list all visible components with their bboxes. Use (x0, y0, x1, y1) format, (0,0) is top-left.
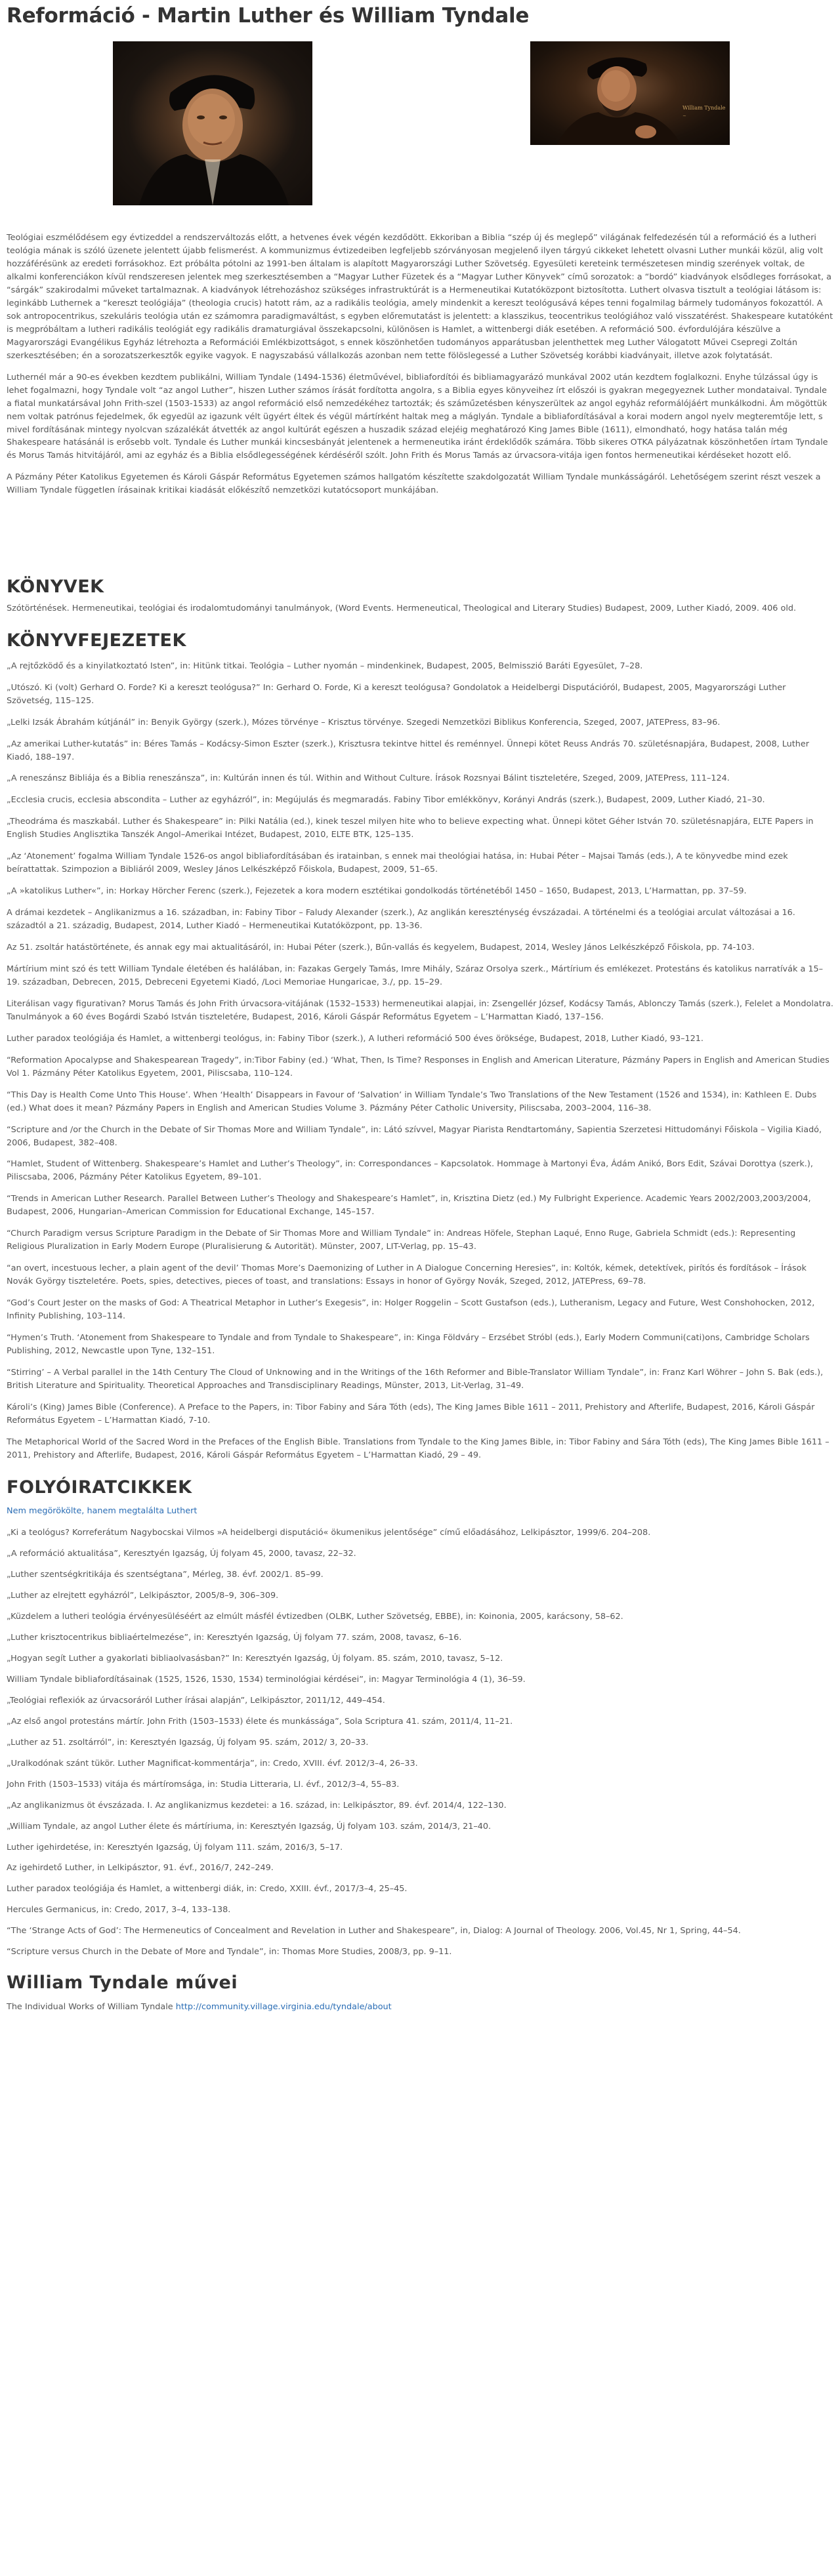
journals-list (7, 1526, 833, 1959)
tyndale-caption: William Tyndale (682, 105, 726, 112)
journal-entry: William Tyndale bibliafordításainak (1525, 1526, 1530, 1534) terminológiai kérdései”, in: Magyar Terminológia 4 (1), 36–59. (7, 1674, 526, 1685)
chapter-entry: Károli’s (King) James Bible (Conference). A Preface to the Papers, in: Tibor Fabiny and Sára Tóth (eds), The King James Bible 1611 – 2011, Prehistory and Afterlife, Budapest, 2016, Károli Gáspár Református Egyetem – L’Harmattan Kiadó, 7-10. (7, 1402, 815, 1425)
chapter-entry: „Utószó. Ki (volt) Gerhard O. Forde? Ki a kereszt teológusa?” In: Gerhard O. Forde, Ki a kereszt teológusa? Gondolatok a Heidelbergi Disputációról, Budapest, 2005, Magyarországi Luther Szövetség, 115–125. (7, 682, 786, 706)
journal-entry: Hercules Germanicus, in: Credo, 2017, 3–4, 133–138. (7, 1905, 231, 1915)
journal-entry: “The ‘Strange Acts of God’: The Hermeneutics of Concealment and Revelation in Luther and Shakespeare”, in, Dialog: A Journal of Theology. 2006, Vol.45, Nr 1, Spring, 44–54. (7, 1926, 741, 1936)
chapter-entry: Mártírium mint szó és tett William Tyndale életében és halálában, in: Fazakas Gergely Tamás, Imre Mihály, Száraz Orsolya szerk., Mártírium és emlékezet. Protestáns és katolikus narratívák a 15–19. században, Debrecen, 2015, Debreceni Egyetemi Kiadó, /Loci Memoriae Hungaricae, 3./, pp. 15–29. (7, 964, 824, 987)
chapter-entry: „Ecclesia crucis, ecclesia absconditа – Luther az egyházról”, in: Megújulás és megmaradás. Fabiny Tibor emlékkönyv, Korányi András (szerk.), Budapest, 2009, Luther Kiadó, 21–30. (7, 795, 765, 806)
intro-paragraph-3: A Pázmány Péter Katolikus Egyetemen és Károli Gáspár Református Egyetemen számos hallgatóm készítette szakdolgozatát William Tyndale munkásságáról. Lehetőségem szerint részt veszek a William Tyndale független írásainak kritikai kiadását előkészítő nemzetközi kutatócsoport munkájában. (7, 472, 821, 496)
chapter-entry: “Church Paradigm versus Scripture Paradigm in the Debate of Sir Thomas More and William Tyndale” in: Andreas Höfele, Stephan Laqué, Enno Ruge, Gabriela Schmidt (eds.): Representing Religious Pluralization in Early Modern Europe (Pluralisierung & Autorität). Münster, 2007, LIT-Verlag, pp. 15–43. (7, 1229, 796, 1252)
chapter-entry: „A rejtőzködő és a kinyilatkoztató Isten”, in: Hitünk titkai. Teológia – Luther nyomán – mindenkinek, Budapest, 2005, Belmisszió Baráti Egyesület, 7–28. (7, 661, 643, 671)
chapter-entry: „A reneszánsz Bibliája és a Biblia reneszánsza”, in: Kultúrán innen és túl. Within and Without Culture. Írások Rozsnyai Bálint tiszteletére, Szeged, 2009, JATEPress, 111–124. (7, 773, 730, 784)
journal-entry: „A reformáció aktualitása”, Keresztyén Igazság, Új folyam 45, 2000, tavasz, 22–32. (7, 1549, 356, 1559)
journal-entry: „Hogyan segít Luther a gyakorlati bibliaolvasásban?” In: Keresztyén Igazság, Új folyam. 85. szám, 2010, tavasz, 5–12. (7, 1653, 503, 1664)
page-title: Reformáció - Martin Luther és William Tyndale (7, 4, 530, 28)
chapter-entry: Luther paradox teológiája és Hamlet, a wittenbergi teológus, in: Fabiny Tibor (szerk.), A lutheri reformáció 500 éves öröksége, Budapest, 2018, Luther Kiadó, 93–121. (7, 1033, 704, 1044)
chapter-entry: “Hamlet, Student of Wittenberg. Shakespeare’s Hamlet and Luther’s Theology”, in: Correspondances – Kapcsolatok. Hommage à Martonyi Éva, Ádám Anikó, Bors Edit, Szávai Dorottya (szerk.), Piliscsaba, 2006, Pázmány Péter Katolikus Egyetem, 89–101. (7, 1159, 813, 1183)
tyndale-portrait-drawing (530, 41, 730, 145)
luther-portrait-drawing (113, 41, 312, 205)
tyndale-portrait-image (530, 41, 730, 145)
chapter-entry: A drámai kezdetek – Anglikanizmus a 16. században, in: Fabiny Tibor – Faludy Alexander (szerk.), Az anglikán kereszténység évszázadai. A történelmi és a teológiai arculat változásai a 16. századtól a 21. századig, Budapest, 2014, Luther Kiadó – Hermeneutikai Kutatóközpont, pp. 13-36. (7, 908, 795, 931)
intro-paragraph-1: Teológiai eszmélődésem egy évtizeddel a rendszerváltozás előtt, a hetvenes évek végén kezdődött. Ekkoriban a Biblia “szép új és meglepő” világának felfedezésén túl a reformáció és a lutheri teológia mának is szóló üzenete jelentett újabb felismerést. A kommunizmus évtizedeiben legfeljebb szórványosan megjelenő ilyen tárgyú cikkeket lehetett olvasni Luther munkái közül, alig volt hozzáférésünk az eredeti forrásokhoz. Ezt próbálta pótolni az 1991-ben általam is alapított Magyarországi Luther Szövetség. Egyesületi kereteink természetesen mindig szerények voltak, de alkalmi konferenciákon kívül rendszeresen jelentek meg szerkesztésemben a “Magyar Luther Füzetek és a “Magyar Luther Könyvek” című sorozatok: a “bordó” kiadványok elsődleges forrásokat, a “sárgák” szakirodalmi műveket tartalmaznak. A kiadványok létrehozáshoz szükséges infrastruktúrát is a Hermeneutikai Kutatóközpont biztosította. Luthert olvasva tisztult a teológiai látásom is: leginkább Luthernek a “kereszt teológiája” (theologia crucis) hatott rám, az a radikális teológia, amely mindenkit a kereszt teológusává képes tenni fogalmilag bármely tudományos fokozattól. A sok antropocentrikus, szekuláris teológia után ez számomra paradigmaváltást, s egyben előremutatást is jelentett: a klasszikus, teocentrikus teológiához való visszatérést. Shakespeare kutatóként is megpróbáltam a lutheri radikális teológiát egy radikális dramaturgiával összekapcsolni, különösen is Hamlet, a wittenbergi diák esetében. A reformáció 500. évfordulójára készülve a Magyarországi Evangélikus Egyház létrehozta a Reformációi Emlékbizottságot, s ennek köszönhetően tudományos apparátusban jelenthettek meg Luther Válogatott Művei Csepregi Zoltán szerkesztésében; én a sorozatszerkesztők egyike vagyok. E nagyszabású vállalkozás azonban nem tette fölöslegessé a Luther Szövetség korábbi kiadványait, illetve azok folytatását. (7, 233, 833, 361)
journal-entry: „Az első angol protestáns mártír. John Frith (1503–1533) élete és munkássága”, Sola Scriptura 41. szám, 2011/4, 11–21. (7, 1716, 513, 1727)
books-list (7, 602, 833, 615)
journal-entry: „Küzdelem a lutheri teológia érvényesüléséért az elmúlt másfél évtizedben (OLBK, Luther Szövetség, EBBE), in: Koinonia, 2005, karácsony, 58–62. (7, 1612, 623, 1622)
portraits-row (7, 41, 833, 205)
chapter-entry: “God’s Court Jester on the masks of God: A Theatrical Metaphor in Luther’s Exegesis”, in: Holger Roggelin – Scott Gustafson (eds.), Lutheranism, Legacy and Future, West Conshohocken, 2012, Infinity Publishing, 103–114. (7, 1298, 815, 1322)
journal-entry: „Luther krisztocentrikus bibliaértelmezése”, in: Keresztyén Igazság, Új folyam 77. szám, 2008, tavasz, 6–16. (7, 1632, 462, 1643)
journal-entry: „Luther az elrejtett egyházról”, Lelkipásztor, 2005/8–9, 306–309. (7, 1591, 279, 1601)
journal-entry: „Teológiai reflexiók az úrvacsoráról Luther írásai alapján”, Lelkipásztor, 2011/12, 449–454. (7, 1695, 385, 1706)
book-entry: Szótörténések. Hermeneutikai, teológiai és irodalomtudományi tanulmányok, (Word Events. Hermeneutical, Theological and Literary Studies) Budapest, 2009, Luther Kiadó, 2009. 406 old. (7, 603, 797, 614)
chapter-entry: Az 51. zsoltár hatástörténete, és annak egy mai aktualitásáról, in: Hubai Péter (szerk.), Bűn-vallás és kegyelem, Budapest, 2014, Wesley János Lelkészképző Főiskola, pp. 74-103. (7, 943, 755, 953)
chapter-entry: „Theodráma és maszkabál. Luther és Shakespeare” in: Pilki Natália (ed.), kinek teszel milyen hite who to believe expecting what. Ünnepi kötet Géher István 70. születésnapjára, ELTE Papers in English Studies Anglisztika Tanszék Angol–Amerikai Intézet, Budapest, 2010, ELTE BTK, 125–135. (7, 817, 814, 840)
journal-entry: „Luther az 51. zsoltárról”, in: Keresztyén Igazság, Új folyam 95. szám, 2012/ 3, 20–33. (7, 1737, 369, 1748)
chapter-entry: “an overt, incestuous lecher, a plain agent of the devil’ Thomas More’s Daemonizing of Luther in A Dialogue Concerning Heresies”, in: Koltók, kémek, detektívek, pirítós és fordítások – Írások Novák György tiszteletére. Poets, spies, detectives, pieces of toast, and translations: Essays in honor of György Novák, Szeged, 2012, JATEPress, 69–78. (7, 1263, 807, 1287)
journal-entry: „Ki a teológus? Korreferátum Nagybocskai Vilmos »A heidelbergi disputáció« ökumenikus jelentősége” című előadásához, Lelkipásztor, 1999/6. 204–208. (7, 1528, 651, 1538)
journal-entry: „William Tyndale, az angol Luther élete és mártíriuma, in: Keresztyén Igazság, Új folyam 103. szám, 2014/3, 21–40. (7, 1821, 492, 1831)
tyndale-caption-sub: ~ (682, 113, 686, 119)
chapter-entry: „Az ‘Atonement’ fogalma William Tyndale 1526-os angol bibliafordításában és iratainban, s ennek mai theológiai hatása, in: Hubai Péter – Majsai Tamás (eds.), A te könyvedbe mind ezek beírattattak. Szimpozion a Bibliáról 2009, Wesley János Lelkészképző Főiskola, Budapest, 2009, 51–65. (7, 851, 788, 875)
journal-entry: Az igehirdető Luther, in Lelkipásztor, 91. évf., 2016/7, 242–249. (7, 1863, 274, 1873)
luther-portrait-image (113, 41, 312, 205)
chapter-entry: “Trends in American Luther Research. Parallel Between Luther’s Theology and Shakespeare’s Hamlet”, in, Krisztina Dietz (ed.) My Fulbright Experience. Academic Years 2002/2003,2003/2004, Budapest, 2006, Hungarian–American Commission for Educational Exchange, 145–157. (7, 1194, 811, 1217)
chapter-entry: Literálisan vagy figurativan? Morus Tamás és John Frith úrvacsora-vitájának (1532–1533) hermeneutikai alapjai, in: Zsengellér József, Kodácsy Tamás, Ablonczy Tamás (szerk.), Felelet a Mondolatra. Tanulmányok a 60 éves Bogárdi Szabó István tiszteletére, Budapest, 2016, Károli Gáspár Református Egyetem – L’Harmattan Kiadó, 137–156. (7, 998, 833, 1022)
works-heading: William Tyndale művei (7, 1973, 238, 1993)
chapter-entry: “This Day is Health Come Unto This House’. When ‘Health’ Disappears in Favour of ‘Salvation’ in William Tyndale’s Two Translations of the New Testament (1526 and 1534), in: Kathleen E. Dubs (ed.) What does it mean? Pázmány Papers in English and American Studies Volume 3. Pázmány Péter Catholic University, Piliscsaba, 2003–2004, 116–38. (7, 1090, 817, 1113)
chapter-entry: “Stirring’ – A Verbal parallel in the 14th Century The Cloud of Unknowing and in the Writings of the 16th Reformer and Bible-Translator William Tyndale”, in: Franz Karl Wöhrer – John S. Bak (eds.), British Literature and Spirituality. Theoretical Approaches and Transdisciplinary Readings, Münster, 2013, Lit-Verlag, 31–49. (7, 1367, 824, 1391)
journal-entry: Luther igehirdetése, in: Keresztyén Igazság, Új folyam 111. szám, 2016/3, 5–17. (7, 1842, 343, 1852)
journal-note-link[interactable]: Nem megörökölte, hanem megtalálta Luthert (7, 1506, 198, 1517)
journal-entry: „Az anglikanizmus öt évszázada. I. Az anglikanizmus kezdetei: a 16. század, in: Lelkipásztor, 89. évf. 2014/4, 122–130. (7, 1800, 507, 1810)
journal-entry: Luther paradox teológiája és Hamlet, a wittenbergi diák, in: Credo, XXIII. évf., 2017/3–4, 25–45. (7, 1884, 408, 1894)
chapter-entry: “Scripture and /or the Church in the Debate of Sir Thomas More and William Tyndale”, in: Látó szívvel, Magyar Piarista Rendtartomány, Sapientia Szerzetesi Hittudományi Főiskola – Vigilia Kiadó, 2006, Budapest, 382–408. (7, 1124, 822, 1148)
intro-paragraph-2: Luthernél már a 90-es években kezdtem publikálni, William Tyndale (1494-1536) életművével, bibliafordítói és bibliamagyarázó munkával 2002 után kezdtem foglalkozni. Enyhe túlzással úgy is lehet fogalmazni, hogy Tyndale volt “az angol Luther”, hiszen Luther számos írását fordította angolra, s a Biblia egyes könyveihez írt előszói is gyakran megegyeznek Luther mondataival. Tyndale a fiatal munkatársával John Frith-szel (1503-1533) az angol reformáció első nemzedékéhez tartozták; és száműzetésben kényszerültek az angol egyház reformálójáért munkálkodni. Ám mögöttük nem voltak patrónus fejedelmek, ők egyedül az igazunk vélt ügyért éltek és végül mártírként haltak meg a máglyán. Tyndale a bibliafordításával a korai modern angol nyelv megteremtője lett, s mivel fordításának mintegy nyolcvan százalékát átvették az angol kultúrát egészen a huszadik század elejéig meghatározó King James Bible (1611), elmondható, hogy hatása talán még Shakespeare hatásánál is erősebb volt. Tyndale és Luther munkái kincsesbányát jelentenek a hermeneutika iránt érdeklődők számára. Több sikeres OTKA pályázatnak köszönhetően írtam Tyndale és Morus Tamás hitvitájáról, ami az egyház és a Biblia elsődlegességének kérdéséről szólt. John Frith és Morus Tamás az úrvacsora-vitája igen fontos hermeneutikai kérdéseket hozott elő. (7, 372, 828, 461)
works-label: The Individual Works of William Tyndale (7, 2001, 176, 2012)
chapter-entry: The Metaphorical World of the Sacred Word in the Prefaces of the English Bible. Translations from Tyndale to the King James Bible, in: Tibor Fabiny and Sára Tóth (eds), The King James Bible 1611 – 2011, Prehistory and Afterlife, Budapest, 2016, Károli Gáspár Református Egyetem – L’Harmattan Kiadó, 29 – 49. (7, 1437, 830, 1460)
journal-entry: „Luther szentségkritikája és szentségtana”, Mérleg, 38. évf. 2002/1. 85–99. (7, 1570, 324, 1580)
journal-entry: “Scripture versus Church in the Debate of More and Tyndale”, in: Thomas More Studies, 2008/3, pp. 9–11. (7, 1947, 452, 1957)
chapters-list (7, 660, 833, 1462)
works-line (7, 2001, 833, 2014)
chapter-entry: „A »katolikus Luther«”, in: Horkay Hörcher Ferenc (szerk.), Fejezetek a kora modern esztétikai gondolkodás történetéből 1450 – 1650, Budapest, 2013, L’Harmattan, pp. 37–59. (7, 886, 747, 897)
chapter-entry: „Az amerikai Luther-kutatás” in: Béres Tamás – Kodácsy-Simon Eszter (szerk.), Krisztusra tekintve hittel és reménnyel. Ünnepi kötet Reuss András 70. születésnapjára, Budapest, 2008, Luther Kiadó, 188–197. (7, 739, 810, 762)
chapter-entry: „Lelki Izsák Ábrahám kútjánál” in: Benyik György (szerk.), Mózes törvénye – Krisztus törvénye. Szegedi Nemzetközi Biblikus Konferencia, Szeged, 2007, JATEPress, 83–96. (7, 717, 721, 727)
journal-entry: „Uralkodónak szánt tükör. Luther Magnificat-kommentárja”, in: Credo, XVIII. évf. 2012/3–4, 26–33. (7, 1758, 418, 1768)
chapter-entry: “Reformation Apocalypse and Shakespearean Tragedy”, in:Tibor Fabiny (ed.) ‘What, Then, Is Time? Responses in English and American Literature, Pázmány Papers in English and American Studies Vol 1. Pázmány Péter Katolikus Egyetem, 2001, Piliscsaba, 110–124. (7, 1055, 830, 1078)
chapters-heading: KÖNYVFEJEZETEK (7, 630, 186, 651)
intro-section (7, 232, 833, 497)
works-url-link[interactable]: http://community.village.virginia.edu/tyndale/about (175, 2001, 392, 2012)
chapter-entry: “Hymen’s Truth. ‘Atonement from Shakespeare to Tyndale and from Tyndale to Shakespeare”, in: Kinga Földváry – Erzsébet Stróbl (eds.), Early Modern Communi(cati)ons, Cambridge Scholars Publishing, 2012, Newcastle upon Tyne, 132–151. (7, 1333, 810, 1356)
books-heading: KÖNYVEK (7, 577, 104, 598)
journals-heading: FOLYÓIRATCIKKEK (7, 1477, 192, 1498)
journal-entry: John Frith (1503–1533) vitája és mártíromsága, in: Studia Litteraria, LI. évf., 2012/3–4, 55–83. (7, 1779, 400, 1789)
